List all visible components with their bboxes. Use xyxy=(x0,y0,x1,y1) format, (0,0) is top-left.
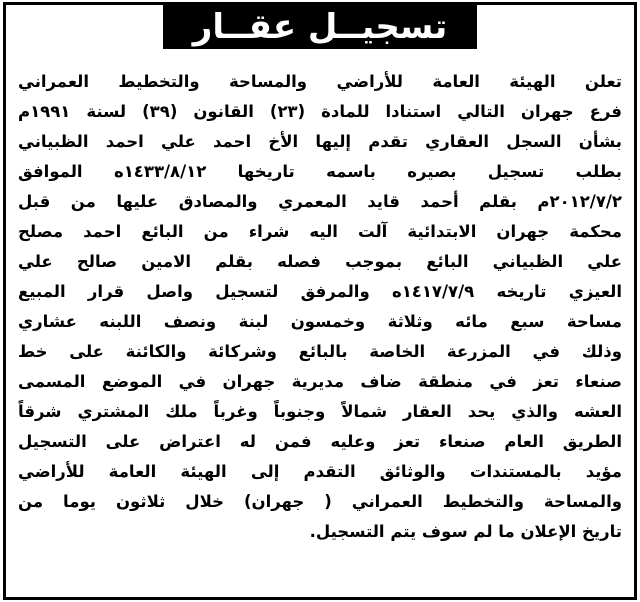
notice-line: محكمة جهران الابتدائية آلت اليه شراء من البائع احمد مصلح xyxy=(18,222,622,241)
notice-line: العشه والذي يحد العقار شمالاً وجنوباً وغرباً ملك المشتري شرقاً xyxy=(18,402,622,421)
notice-line: والمساحة والتخطيط العمراني ( جهران) خلال ثلاثون يوما من xyxy=(18,492,622,511)
notice-line: مؤيد بالمستندات والوثائق التقدم إلى الهيئة العامة للأراضي xyxy=(18,462,622,481)
notice-line: صنعاء تعز في منطقة ضاف مديرية جهران في الموضع المسمى xyxy=(18,372,622,391)
notice-title: تسجيــل عقــار xyxy=(163,5,477,49)
notice-line: وذلك في المزرعة الخاصة بالبائع وشركائة والكائنة على خط xyxy=(18,342,622,361)
notice-line: ٢٠١٢/٧/٢م بقلم أحمد قايد المعمري والمصادق عليها من قبل xyxy=(18,192,622,211)
notice-line: بطلب تسجيل بصيره باسمه تاريخها ١٤٣٣/٨/١٢ه الموافق xyxy=(18,162,622,181)
notice-line: مساحة سبع مائه وثلاثة وخمسون لبنة ونصف اللبنه عشاري xyxy=(18,312,622,331)
property-registration-notice xyxy=(3,2,637,600)
notice-line: العيزي تاريخه ١٤١٧/٧/٩ه والمرفق لتسجيل واصل قرار المبيع xyxy=(18,282,622,301)
notice-line: تعلن الهيئة العامة للأراضي والمساحة والتخطيط العمراني xyxy=(18,72,622,91)
notice-line: فرع جهران التالي استنادا للمادة (٢٣) القانون (٣٩) لسنة ١٩٩١م xyxy=(18,102,622,121)
notice-line: تاريخ الإعلان ما لم سوف يتم التسجيل. xyxy=(309,522,622,541)
notice-body xyxy=(18,67,622,547)
notice-line: علي الظبياني البائع بموجب فصله بقلم الامين صالح علي xyxy=(18,252,622,271)
notice-header xyxy=(6,5,634,49)
notice-line: بشأن السجل العقاري تقدم إليها الأخ احمد علي احمد الظبياني xyxy=(18,132,622,151)
notice-line: الطريق العام صنعاء تعز وعليه فمن له اعتراض على التسجيل xyxy=(18,432,622,451)
